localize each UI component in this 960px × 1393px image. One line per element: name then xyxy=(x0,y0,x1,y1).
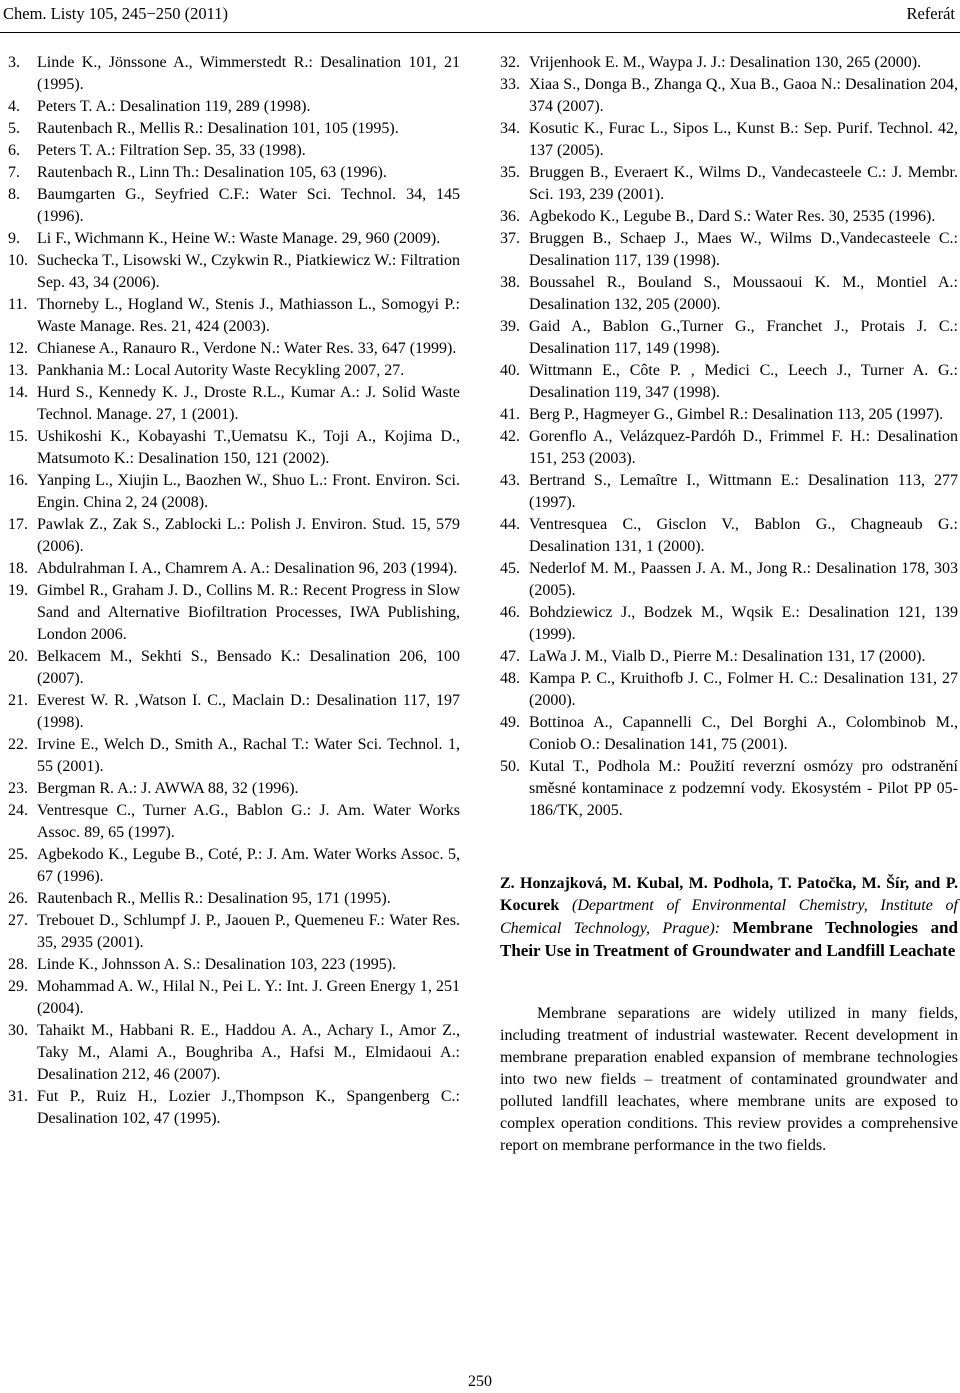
reference-item xyxy=(8,338,460,360)
reference-item xyxy=(8,250,460,294)
reference-item xyxy=(8,470,460,514)
reference-item xyxy=(500,206,958,228)
reference-number: 8. xyxy=(8,186,20,203)
reference-text: Peters T. A.: Desalination 119, 289 (1998). xyxy=(37,98,311,115)
reference-text: Agbekodo K., Legube B., Coté, P.: J. Am. Water Works Assoc. 5, 67 (1996). xyxy=(37,846,460,885)
reference-number: 48. xyxy=(500,670,520,687)
references-right-column xyxy=(500,52,958,1157)
reference-text: Ushikoshi K., Kobayashi T.,Uematsu K., Toji A., Kojima D., Matsumoto K.: Desalination 150, 121 (2002). xyxy=(37,428,460,467)
reference-text: Gaid A., Bablon G.,Turner G., Franchet J., Protais J. C.: Desalination 117, 149 (1998). xyxy=(529,318,958,357)
reference-text: Bohdziewicz J., Bodzek M., Wqsik E.: Desalination 121, 139 (1999). xyxy=(529,604,958,643)
reference-number: 25. xyxy=(8,846,28,863)
reference-text: Pawlak Z., Zak S., Zablocki L.: Polish J. Environ. Stud. 15, 579 (2006). xyxy=(37,516,460,555)
reference-item xyxy=(8,800,460,844)
reference-number: 10. xyxy=(8,252,28,269)
reference-number: 15. xyxy=(8,428,28,445)
reference-item xyxy=(500,646,958,668)
reference-number: 22. xyxy=(8,736,28,753)
reference-number: 33. xyxy=(500,76,520,93)
reference-text: Wittmann E., Côte P. , Medici C., Leech J., Turner A. G.: Desalination 119, 347 (1998). xyxy=(529,362,958,401)
reference-number: 42. xyxy=(500,428,520,445)
reference-item xyxy=(8,580,460,646)
reference-item xyxy=(8,118,460,140)
reference-item xyxy=(8,976,460,1020)
reference-item xyxy=(8,888,460,910)
reference-number: 41. xyxy=(500,406,520,423)
reference-number: 47. xyxy=(500,648,520,665)
reference-text: Abdulrahman I. A., Chamrem A. A.: Desalination 96, 203 (1994). xyxy=(37,560,458,577)
section-label: Referát xyxy=(906,4,955,23)
reference-item xyxy=(500,52,958,74)
reference-number: 39. xyxy=(500,318,520,335)
reference-item xyxy=(8,778,460,800)
reference-item xyxy=(500,228,958,272)
reference-text: Bergman R. A.: J. AWWA 88, 32 (1996). xyxy=(37,780,299,797)
reference-item xyxy=(500,360,958,404)
reference-number: 6. xyxy=(8,142,20,159)
reference-item xyxy=(8,294,460,338)
article-authors: Z. Honzajková, M. Kubal, M. Podhola, T. Patočka, M. Šír, and P. Kocurek xyxy=(500,875,958,914)
reference-item xyxy=(8,514,460,558)
reference-item xyxy=(500,668,958,712)
reference-item xyxy=(8,734,460,778)
references-list-right xyxy=(500,52,958,822)
reference-text: Vrijenhook E. M., Waypa J. J.: Desalination 130, 265 (2000). xyxy=(529,54,922,71)
article-affiliation: (Department of Environmental Chemistry, Institute of Chemical Technology, Prague): xyxy=(500,897,959,937)
reference-item xyxy=(8,844,460,888)
reference-text: Suchecka T., Lisowski W., Czykwin R., Piatkiewicz W.: Filtration Sep. 43, 34 (2006). xyxy=(37,252,460,291)
reference-text: Kosutic K., Furac L., Sipos L., Kunst B.: Sep. Purif. Technol. 42, 137 (2005). xyxy=(529,120,958,159)
reference-text: Pankhania M.: Local Autority Waste Recykling 2007, 27. xyxy=(37,362,405,379)
reference-text: Bruggen B., Everaert K., Wilms D., Vandecasteele C.: J. Membr. Sci. 193, 239 (2001). xyxy=(529,164,958,203)
reference-number: 3. xyxy=(8,54,20,71)
reference-text: Peters T. A.: Filtration Sep. 35, 33 (1998). xyxy=(37,142,306,159)
reference-number: 21. xyxy=(8,692,28,709)
reference-item xyxy=(8,690,460,734)
reference-item xyxy=(8,954,460,976)
reference-item xyxy=(8,360,460,382)
reference-text: Hurd S., Kennedy K. J., Droste R.L., Kumar A.: J. Solid Waste Technol. Manage. 27, 1 (2001). xyxy=(37,384,460,423)
reference-text: Linde K., Jönssone A., Wimmerstedt R.: Desalination 101, 21 (1995). xyxy=(37,54,460,93)
references-left-column xyxy=(8,52,460,1130)
reference-number: 16. xyxy=(8,472,28,489)
reference-number: 30. xyxy=(8,1022,28,1039)
reference-text: Tahaikt M., Habbani R. E., Haddou A. A., Achary I., Amor Z., Taky M., Alami A., Boughriba A., Hafsi M., Elmidaoui A.: Desalination 212, 46 (2007). xyxy=(37,1022,460,1083)
reference-number: 38. xyxy=(500,274,520,291)
reference-item xyxy=(500,404,958,426)
reference-item xyxy=(500,602,958,646)
reference-number: 32. xyxy=(500,54,520,71)
reference-number: 37. xyxy=(500,230,520,247)
reference-item xyxy=(8,140,460,162)
reference-item xyxy=(8,910,460,954)
reference-item xyxy=(500,316,958,360)
reference-number: 7. xyxy=(8,164,20,181)
reference-item xyxy=(8,96,460,118)
reference-item xyxy=(500,514,958,558)
reference-number: 50. xyxy=(500,758,520,775)
reference-item xyxy=(8,52,460,96)
reference-number: 28. xyxy=(8,956,28,973)
reference-text: Fut P., Ruiz H., Lozier J.,Thompson K., Spangenberg C.: Desalination 102, 47 (1995). xyxy=(37,1088,460,1127)
reference-item xyxy=(500,162,958,206)
reference-item xyxy=(500,558,958,602)
reference-text: LaWa J. M., Vialb D., Pierre M.: Desalination 131, 17 (2000). xyxy=(529,648,926,665)
reference-number: 24. xyxy=(8,802,28,819)
reference-number: 27. xyxy=(8,912,28,929)
reference-text: Kutal T., Podhola M.: Použití reverzní osmózy pro odstranění směsné kontaminace z podzemní vody. Ekosystém - Pilot PP 05-186/TK, 2005. xyxy=(529,758,958,819)
reference-text: Bruggen B., Schaep J., Maes W., Wilms D.,Vandecasteele C.: Desalination 117, 139 (1998). xyxy=(529,230,958,269)
reference-text: Rautenbach R., Mellis R.: Desalination 95, 171 (1995). xyxy=(37,890,391,907)
reference-text: Trebouet D., Schlumpf J. P., Jaouen P., Quemeneu F.: Water Res. 35, 2935 (2001). xyxy=(37,912,460,951)
reference-number: 17. xyxy=(8,516,28,533)
reference-number: 44. xyxy=(500,516,520,533)
reference-text: Linde K., Johnsson A. S.: Desalination 103, 223 (1995). xyxy=(37,956,397,973)
reference-item xyxy=(500,118,958,162)
reference-number: 36. xyxy=(500,208,520,225)
reference-number: 45. xyxy=(500,560,520,577)
page-header xyxy=(0,0,960,33)
reference-number: 49. xyxy=(500,714,520,731)
reference-number: 11. xyxy=(8,296,28,313)
reference-text: Berg P., Hagmeyer G., Gimbel R.: Desalination 113, 205 (1997). xyxy=(529,406,944,423)
reference-number: 13. xyxy=(8,362,28,379)
reference-item xyxy=(8,382,460,426)
reference-number: 19. xyxy=(8,582,28,599)
reference-text: Rautenbach R., Linn Th.: Desalination 105, 63 (1996). xyxy=(37,164,387,181)
reference-item xyxy=(500,756,958,822)
reference-item xyxy=(8,162,460,184)
reference-text: Thorneby L., Hogland W., Stenis J., Mathiasson L., Somogyi P.: Waste Manage. Res. 21, 424 (2003). xyxy=(37,296,460,335)
reference-number: 5. xyxy=(8,120,20,137)
reference-text: Agbekodo K., Legube B., Dard S.: Water Res. 30, 2535 (1996). xyxy=(529,208,936,225)
reference-number: 35. xyxy=(500,164,520,181)
reference-item xyxy=(500,470,958,514)
journal-citation: Chem. Listy 105, 245−250 (2011) xyxy=(3,4,229,23)
reference-text: Bertrand S., Lemaître I., Wittmann E.: Desalination 113, 277 (1997). xyxy=(529,472,958,511)
reference-item xyxy=(8,558,460,580)
reference-text: Ventresquea C., Gisclon V., Bablon G., Chagneaub G.: Desalination 131, 1 (2000). xyxy=(529,516,958,555)
reference-number: 18. xyxy=(8,560,28,577)
reference-number: 26. xyxy=(8,890,28,907)
reference-number: 43. xyxy=(500,472,520,489)
reference-number: 40. xyxy=(500,362,520,379)
reference-item xyxy=(8,646,460,690)
reference-item xyxy=(500,712,958,756)
reference-item xyxy=(8,228,460,250)
reference-item xyxy=(8,184,460,228)
reference-text: Boussahel R., Bouland S., Moussaoui K. M., Montiel A.: Desalination 132, 205 (2000). xyxy=(529,274,958,313)
reference-number: 20. xyxy=(8,648,28,665)
reference-text: Belkacem M., Sekhti S., Bensado K.: Desalination 206, 100 (2007). xyxy=(37,648,460,687)
reference-text: Gimbel R., Graham J. D., Collins M. R.: Recent Progress in Slow Sand and Alternative Biofiltration Processes, IWA Publishing, London 2006. xyxy=(37,582,460,643)
reference-text: Yanping L., Xiujin L., Baozhen W., Shuo L.: Front. Environ. Sci. Engin. China 2, 24 (2008). xyxy=(37,472,460,511)
reference-number: 4. xyxy=(8,98,20,115)
reference-text: Nederlof M. M., Paassen J. A. M., Jong R.: Desalination 178, 303 (2005). xyxy=(529,560,958,599)
reference-item xyxy=(8,426,460,470)
reference-number: 31. xyxy=(8,1088,28,1105)
reference-number: 14. xyxy=(8,384,28,401)
article-heading xyxy=(500,873,958,963)
page-number: 250 xyxy=(468,1373,492,1390)
reference-item xyxy=(8,1020,460,1086)
reference-text: Rautenbach R., Mellis R.: Desalination 101, 105 (1995). xyxy=(37,120,399,137)
reference-text: Li F., Wichmann K., Heine W.: Waste Manage. 29, 960 (2009). xyxy=(37,230,441,247)
reference-number: 9. xyxy=(8,230,20,247)
reference-item xyxy=(500,426,958,470)
reference-text: Mohammad A. W., Hilal N., Pei L. Y.: Int. J. Green Energy 1, 251 (2004). xyxy=(37,978,460,1017)
article-abstract: Membrane separations are widely utilized in many fields, including treatment of industrial wastewater. Recent development in membrane preparation enabled expansion of membrane technologies into two new fields – treatment of contaminated groundwater and polluted landfill leachates, where membrane units are exposed to complex operation conditions. This review provides a comprehensive report on membrane performance in the two fields. xyxy=(500,1005,958,1154)
reference-item xyxy=(500,272,958,316)
reference-text: Baumgarten G., Seyfried C.F.: Water Sci. Technol. 34, 145 (1996). xyxy=(37,186,460,225)
reference-number: 46. xyxy=(500,604,520,621)
reference-text: Everest W. R. ,Watson I. C., Maclain D.: Desalination 117, 197 (1998). xyxy=(37,692,460,731)
reference-text: Xiaa S., Donga B., Zhanga Q., Xua B., Gaoa N.: Desalination 204, 374 (2007). xyxy=(529,76,958,115)
reference-number: 34. xyxy=(500,120,520,137)
reference-text: Bottinoa A., Capannelli C., Del Borghi A., Colombinob M., Coniob O.: Desalination 141, 75 (2001). xyxy=(529,714,958,753)
reference-number: 29. xyxy=(8,978,28,995)
reference-text: Kampa P. C., Kruithofb J. C., Folmer H. C.: Desalination 131, 27 (2000). xyxy=(529,670,958,709)
reference-item xyxy=(8,1086,460,1130)
reference-text: Gorenflo A., Velázquez-Pardóh D., Frimmel F. H.: Desalination 151, 253 (2003). xyxy=(529,428,958,467)
article-title: Membrane Technologies and Their Use in Treatment of Groundwater and Landfill Leachate xyxy=(500,918,958,960)
reference-text: Irvine E., Welch D., Smith A., Rachal T.: Water Sci. Technol. 1, 55 (2001). xyxy=(37,736,460,775)
reference-number: 23. xyxy=(8,780,28,797)
reference-item xyxy=(500,74,958,118)
reference-number: 12. xyxy=(8,340,28,357)
reference-text: Ventresque C., Turner A.G., Bablon G.: J. Am. Water Works Assoc. 89, 65 (1997). xyxy=(37,802,460,841)
reference-text: Chianese A., Ranauro R., Verdone N.: Water Res. 33, 647 (1999). xyxy=(37,340,457,357)
